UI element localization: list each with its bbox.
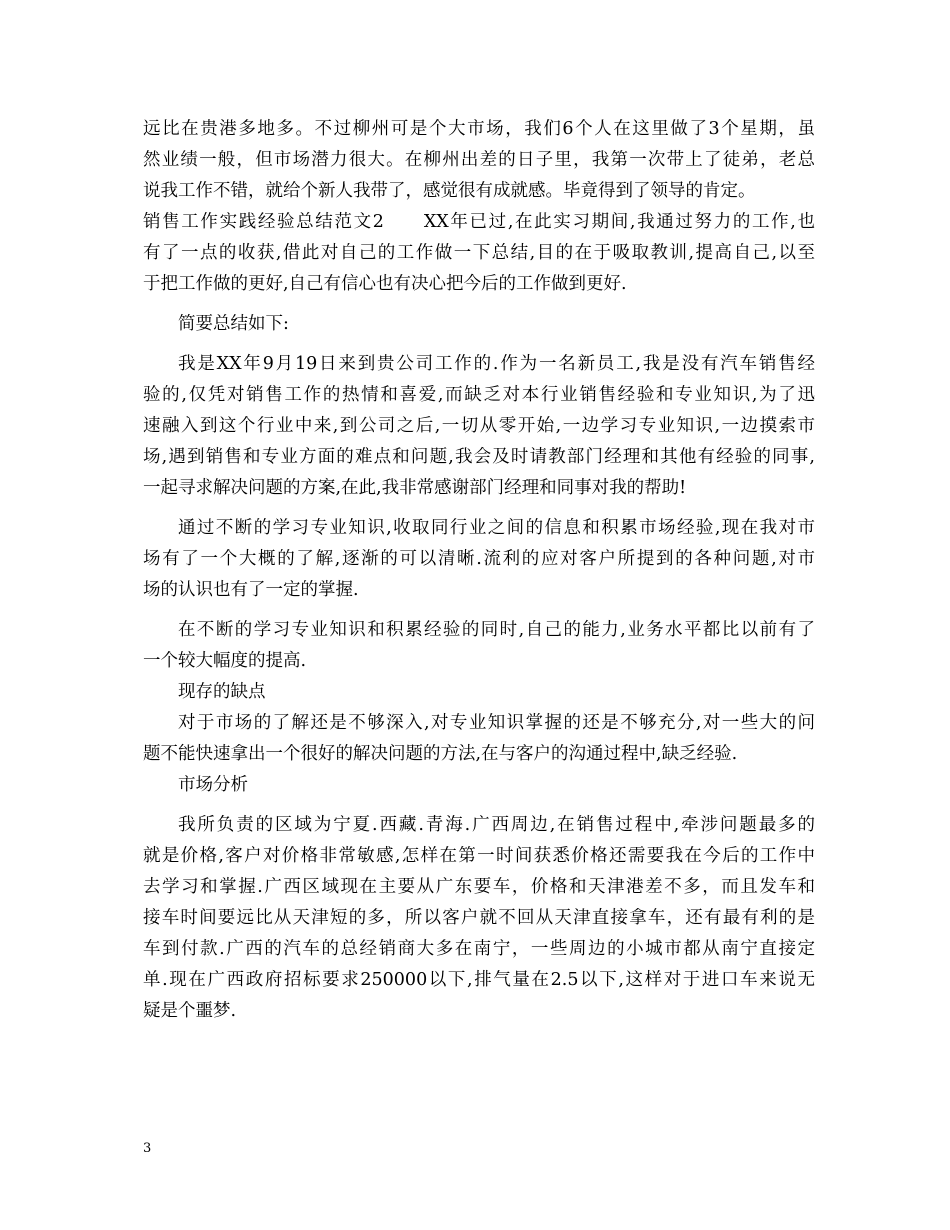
text-line: 一个较大幅度的提高. xyxy=(143,651,307,671)
subheading: 简要总结如下: xyxy=(178,314,289,334)
text-line: 场有了一个大概的了解,逐渐的可以清晰.流利的应对客户所提到的各种问题,对市 xyxy=(143,549,815,569)
text-line: 然业绩一般，但市场潜力很大。在柳州出差的日子里，我第一次带上了徒弟，老总 xyxy=(143,150,815,170)
text-line: 说我工作不错，就给个新人我带了，感觉很有成就感。毕竟得到了领导的肯定。 xyxy=(143,181,756,201)
page-number: 3 xyxy=(143,1141,152,1156)
text-line: 场的认识也有了一定的掌握. xyxy=(143,580,359,600)
text-line: 去学习和掌握.广西区域现在主要从广东要车，价格和天津港差不多，而且发车和 xyxy=(143,877,815,897)
subheading: 现存的缺点 xyxy=(178,682,266,702)
text-line: 通过不断的学习专业知识,收取同行业之间的信息和积累市场经验,现在我对市 xyxy=(178,518,815,538)
subheading: 市场分析 xyxy=(178,775,248,795)
text-line: 接车时间要远比从天津短的多，所以客户就不回从天津直接拿车，还有最有利的是 xyxy=(143,908,815,928)
text-line: 在不断的学习专业知识和积累经验的同时,自己的能力,业务水平都比以前有了 xyxy=(178,620,815,640)
document-body xyxy=(143,114,815,1027)
text-line: 有了一点的收获,借此对自己的工作做一下总结,目的在于吸取教训,提高自己,以至 xyxy=(143,243,815,263)
text-line: 疑是个噩梦. xyxy=(143,1001,237,1021)
text-line: 于把工作做的更好,自己有信心也有决心把今后的工作做到更好. xyxy=(143,274,627,294)
text-line: 题不能快速拿出一个很好的解决问题的方法,在与客户的沟通过程中,缺乏经验. xyxy=(143,744,738,764)
text-line: 就是价格,客户对价格非常敏感,怎样在第一时间获悉价格还需要我在今后的工作中 xyxy=(143,846,815,866)
text-line: 远比在贵港多地多。不过柳州可是个大市场，我们6个人在这里做了3个星期，虽 xyxy=(143,119,815,139)
text-line: 我是XX年9月19日来到贵公司工作的.作为一名新员工,我是没有汽车销售经 xyxy=(178,354,815,374)
text-line: 车到付款.广西的汽车的总经销商大多在南宁，一些周边的小城市都从南宁直接定 xyxy=(143,939,815,959)
text-line: 场,遇到销售和专业方面的难点和问题,我会及时请教部门经理和其他有经验的同事, xyxy=(143,447,815,467)
section-heading-line: 销售工作实践经验总结范文2 XX年已过,在此实习期间,我通过努力的工作,也 xyxy=(143,212,815,232)
text-line: 我所负责的区域为宁夏.西藏.青海.广西周边,在销售过程中,牵涉问题最多的 xyxy=(178,815,815,835)
text-line: 单.现在广西政府招标要求250000以下,排气量在2.5以下,这样对于进口车来说无 xyxy=(143,970,815,990)
text-line: 验的,仅凭对销售工作的热情和喜爱,而缺乏对本行业销售经验和专业知识,为了迅 xyxy=(143,385,815,405)
text-line: 速融入到这个行业中来,到公司之后,一切从零开始,一边学习专业知识,一边摸索市 xyxy=(143,416,815,436)
text-line: 一起寻求解决问题的方案,在此,我非常感谢部门经理和同事对我的帮助! xyxy=(143,478,687,498)
text-line: 对于市场的了解还是不够深入,对专业知识掌握的还是不够充分,对一些大的问 xyxy=(178,713,815,733)
